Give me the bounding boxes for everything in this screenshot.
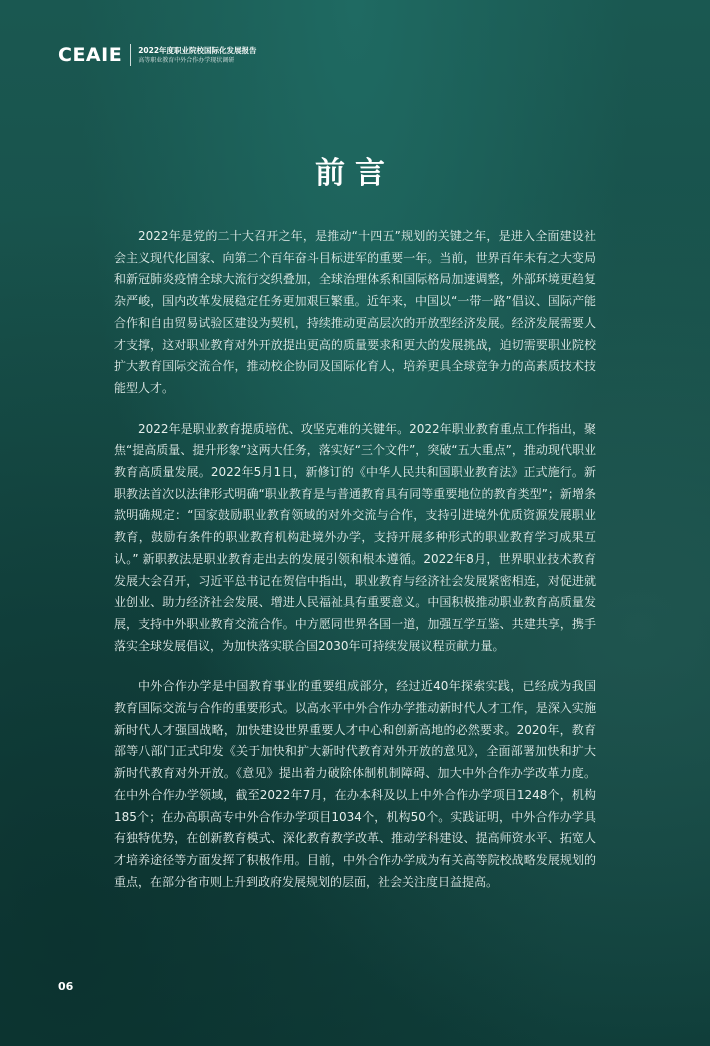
ceaie-logo: CEAIE [58,44,123,66]
report-title: 2022年度职业院校国际化发展报告 [138,45,257,55]
report-header [58,40,257,70]
paragraph-3: 中外合作办学是中国教育事业的重要组成部分，经过近40年探索实践，已经成为我国教育国际交流与合作的重要形式。以高水平中外合作办学推动新时代人才工作，是深入实施新时代人才强国战略，加快建设世界重要人才中心和创新高地的必然要求。2020年，教育部等八部门正式印发《关于加快和扩大新时代教育对外开放的意见》，全面部署加快和扩大新时代教育对外开放。《意见》提出着力破除体制机制障碍、加大中外合作办学改革力度。在中外合作办学领域，截至2022年7月，在办本科及以上中外合作办学项目1248个，机构185个；在办高职高专中外合作办学项目1034个，机构50个。实践证明，中外合作办学具有独特优势，在创新教育模式、深化教育教学改革、推动学科建设、提高师资水平、拓宽人才培养途径等方面发挥了积极作用。目前，中外合作办学成为有关高等院校战略发展规划的重点，在部分省市则上升到政府发展规划的层面，社会关注度日益提高。 [114,679,596,889]
paragraph-1: 2022年是党的二十大召开之年，是推动“十四五”规划的关键之年，是进入全面建设社会主义现代化国家、向第二个百年奋斗目标进军的重要一年。当前，世界百年未有之大变局和新冠肺炎疫情全球大流行交织叠加，全球治理体系和国际格局加速调整，外部环境更趋复杂严峻，国内改革发展稳定任务更加艰巨繁重。近年来，中国以“一带一路”倡议、国际产能合作和自由贸易试验区建设为契机，持续推动更高层次的开放型经济发展。经济发展需要人才支撑，这对职业教育对外开放提出更高的质量要求和更大的发展挑战，迫切需要职业院校扩大教育国际交流合作，推动校企协同及国际化育人，培养更具全球竞争力的高素质技术技能型人才。 [114,229,596,395]
report-info [138,46,256,65]
header-divider [130,44,131,66]
page-title: 前言 [315,156,395,191]
page-number: 06 [58,980,74,993]
report-subtitle: 高等职业教育中外合作办学现状调研 [138,56,235,64]
body-text [114,226,596,912]
paragraph-2: 2022年是职业教育提质培优、攻坚克难的关键年。2022年职业教育重点工作指出，聚焦“提高质量、提升形象”这两大任务，落实好“三个文件”，突破“五大重点”，推动现代职业教育高质量发展。2022年5月1日，新修订的《中华人民共和国职业教育法》正式施行。新职教法首次以法律形式明确“职业教育是与普通教育具有同等重要地位的教育类型”；新增条款明确规定：“国家鼓励职业教育领域的对外交流与合作，支持引进境外优质资源发展职业教育，鼓励有条件的职业教育机构赴境外办学，支持开展多种形式的职业教育学习成果互认。” 新职教法是职业教育走出去的发展引领和根本遵循。2022年8月，世界职业技术教育发展大会召开，习近平总书记在贺信中指出，职业教育与经济社会发展紧密相连，对促进就业创业、助力经济社会发展、增进人民福祉具有重要意义。中国积极推动职业教育高质量发展，支持中外职业教育交流合作。中方愿同世界各国一道，加强互学互鉴、共建共享，携手落实全球发展倡议，为加快落实联合国2030年可持续发展议程贡献力量。 [114,421,596,653]
